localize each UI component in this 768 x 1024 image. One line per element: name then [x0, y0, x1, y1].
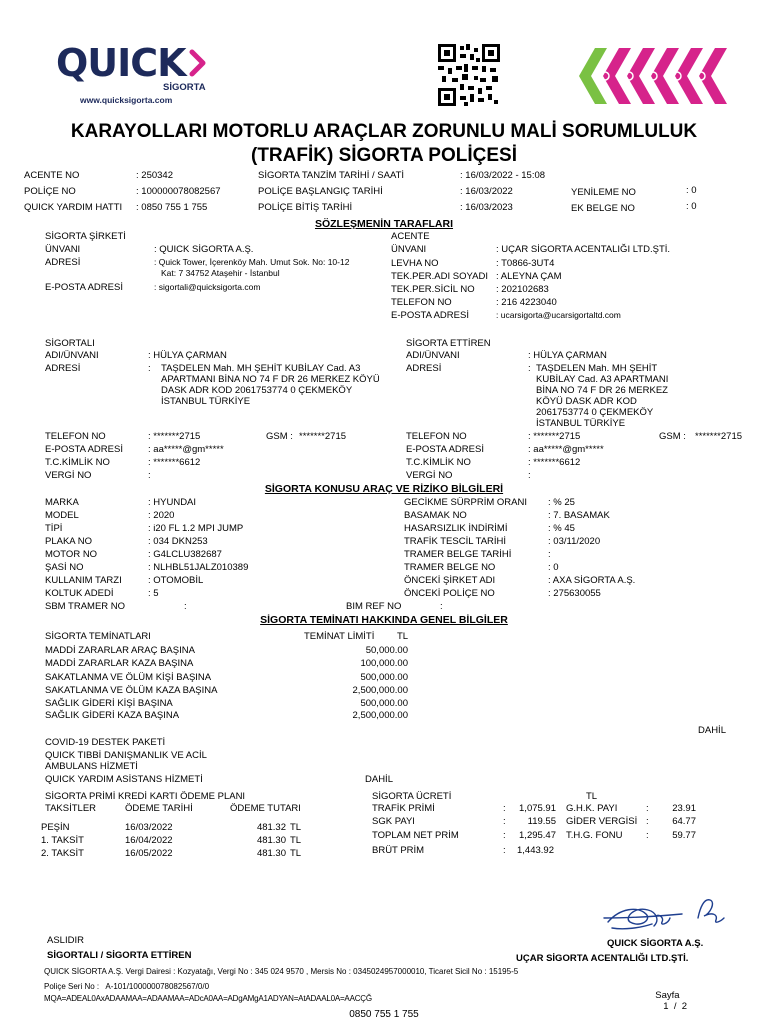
- insured-gsm-label: GSM :: [266, 431, 293, 442]
- ek-belge-value: : 0: [686, 201, 697, 212]
- premium-value: 1,295.47: [519, 830, 556, 841]
- footer-phone: 0850 755 1 755: [349, 1009, 419, 1020]
- premium-colon: :: [503, 830, 506, 841]
- yenileme-value: : 0: [686, 185, 697, 196]
- policyholder-heading: SİGORTA ETTİREN: [406, 338, 491, 349]
- policyholder-phone-label: TELEFON NO: [406, 431, 467, 442]
- coverage-item-value: 2,500,000.00: [352, 685, 408, 696]
- premium-label: BRÜT PRİM: [372, 845, 425, 856]
- policyholder-address-line: BİNA NO 74 F DR 26 MERKEZ: [536, 385, 668, 396]
- document-title-line1: KARAYOLLARI MOTORLU ARAÇLAR ZORUNLU MALİ SORUMLULUK: [70, 121, 698, 142]
- vehicle-field-value: : HYUNDAI: [148, 497, 197, 508]
- payment-tarih: 16/03/2022: [125, 822, 173, 833]
- payment-col-tutar: ÖDEME TUTARI: [230, 803, 301, 814]
- policyholder-tckn: : *******6612: [528, 457, 581, 468]
- premium-colon: :: [503, 845, 506, 856]
- policyholder-email: : aa*****@gm*****: [528, 444, 604, 455]
- vehicle-field-value: : 034 DKN253: [148, 536, 208, 547]
- risk-field-value: : 03/11/2020: [548, 536, 601, 547]
- vehicle-field-value: : i20 FL 1.2 MPI JUMP: [148, 523, 244, 534]
- risk-field-label: TRAMER BELGE TARİHİ: [404, 549, 512, 560]
- company-heading: SİGORTA ŞİRKETİ: [45, 231, 126, 242]
- insured-address-label: ADRESİ: [45, 363, 81, 374]
- coverage-limit-heading: TEMİNAT LİMİTİ: [304, 631, 375, 642]
- risk-field-label: TRAMER BELGE NO: [404, 562, 496, 573]
- payment-taksit: 1. TAKSİT: [41, 835, 84, 846]
- yardim-label: QUICK YARDIM HATTI: [24, 202, 123, 213]
- dahil-label: DAHİL: [698, 725, 726, 736]
- premium-label: SGK PAYI: [372, 816, 415, 827]
- quick-logo-sub: SİGORTA: [163, 82, 206, 93]
- coverage-item-label: SAKATLANMA VE ÖLÜM KİŞİ BAŞINA: [45, 672, 212, 683]
- agent-phone-label: TELEFON NO: [391, 297, 452, 308]
- insured-vergi: :: [148, 470, 151, 481]
- tekper-adi-value: : ALEYNA ÇAM: [496, 271, 562, 282]
- coverage-item-value: 50,000.00: [365, 645, 408, 656]
- risk-field-value: : 7. BASAMAK: [548, 510, 610, 521]
- policyholder-phone: : *******2715: [528, 431, 581, 442]
- bim-value: :: [440, 601, 443, 612]
- insured-address-line: TAŞDELEN Mah. MH ŞEHİT KUBİLAY Cad. A3: [161, 363, 361, 374]
- payment-taksit: 2. TAKSİT: [41, 848, 84, 859]
- page-label: Sayfa: [655, 989, 680, 1001]
- tekper-sicil-value: : 202102683: [496, 284, 549, 295]
- company-address-2: Kat: 7 34752 Ataşehir - İstanbul: [161, 268, 280, 278]
- tanzim-value: : 16/03/2022 - 15:08: [460, 170, 546, 181]
- premium-value: 119.55: [527, 816, 556, 827]
- insured-address: :: [148, 363, 151, 374]
- company-adres-label: ADRESİ: [45, 257, 81, 268]
- risk-field-label: ÖNCEKİ ŞİRKET ADI: [404, 575, 496, 586]
- premium-value: 1,075.91: [519, 803, 556, 814]
- insured-vergi-label: VERGİ NO: [45, 470, 92, 481]
- tax-label: G.H.K. PAYI: [566, 803, 618, 814]
- policyholder-address-line: İSTANBUL TÜRKİYE: [536, 418, 626, 429]
- vehicle-field-label: KOLTUK ADEDİ: [45, 588, 114, 599]
- payment-col-taksit: TAKSİTLER: [45, 803, 97, 814]
- tax-colon: :: [646, 816, 649, 827]
- tax-value: 23.91: [672, 803, 696, 814]
- risk-field-value: : AXA SİGORTA A.Ş.: [548, 575, 636, 586]
- payment-currency: TL: [290, 822, 302, 833]
- coverage-item-label: MADDİ ZARARLAR KAZA BAŞINA: [45, 658, 194, 669]
- payment-currency: TL: [290, 835, 302, 846]
- signer-left: SİGORTALI / SİGORTA ETTİREN: [47, 950, 192, 961]
- premium-colon: :: [503, 816, 506, 827]
- vehicle-field-value: : 5: [148, 588, 159, 599]
- asli-label: ASLIDIR: [47, 935, 84, 946]
- payment-taksit: PEŞİN: [41, 822, 70, 833]
- section-parties: SÖZLEŞMENİN TARAFLARI: [314, 218, 454, 230]
- risk-field-label: ÖNCEKİ POLİÇE NO: [404, 588, 495, 599]
- section-coverage: SİGORTA TEMİNATI HAKKINDA GENEL BİLGİLER: [260, 614, 508, 626]
- policyholder-tckn-label: T.C.KİMLİK NO: [406, 457, 471, 468]
- tibbi-line1: QUICK TIBBİ DANIŞMANLIK VE ACİL: [45, 750, 207, 761]
- risk-field-label: TRAFİK TESCİL TARİHİ: [404, 536, 507, 547]
- insured-name: : HÜLYA ÇARMAN: [148, 350, 227, 361]
- policyholder-name-label: ADI/ÜNVANI: [406, 350, 460, 361]
- payment-tarih: 16/04/2022: [125, 835, 173, 846]
- risk-field-label: BASAMAK NO: [404, 510, 467, 521]
- payment-tutar: 481.32: [256, 822, 286, 833]
- company-address: : Quick Tower, İçerenköy Mah. Umut Sok. No: 10-12: [154, 258, 350, 267]
- agent-unvan-label: ÜNVANI: [391, 244, 427, 255]
- tanzim-label: SİGORTA TANZİM TARİHİ / SAATİ: [258, 170, 405, 181]
- acente-no-value: : 250342: [136, 170, 173, 181]
- vehicle-field-value: : G4LCLU382687: [148, 549, 222, 560]
- payment-heading: SİGORTA PRİMİ KREDİ KARTI ÖDEME PLANI: [45, 791, 246, 802]
- section-vehicle: SİGORTA KONUSU ARAÇ VE RİZİKO BİLGİLERİ: [264, 483, 504, 495]
- brand-shapes-logo: [575, 42, 745, 112]
- risk-field-value: : 0: [548, 562, 559, 573]
- signer-right-1: QUICK SİGORTA A.Ş.: [607, 938, 704, 949]
- baslangic-label: POLİÇE BAŞLANGIÇ TARİHİ: [258, 186, 383, 197]
- policyholder-address: :: [528, 363, 531, 374]
- tax-label: GİDER VERGİSİ: [566, 816, 638, 827]
- insured-email: : aa*****@gm*****: [148, 444, 224, 455]
- agent-email: : ucarsigorta@ucarsigortaltd.com: [496, 310, 621, 320]
- risk-field-value: : 275630055: [548, 588, 601, 599]
- payment-tutar: 481.30: [256, 848, 286, 859]
- premium-heading: SİGORTA ÜCRETİ: [372, 791, 452, 802]
- coverage-item-value: 2,500,000.00: [352, 710, 408, 721]
- company-email: : sigortali@quicksigorta.com: [154, 282, 261, 292]
- vehicle-field-label: PLAKA NO: [45, 536, 92, 547]
- vehicle-field-label: TİPİ: [45, 523, 63, 534]
- vehicle-field-label: MODEL: [45, 510, 79, 521]
- insured-tckn-label: T.C.KİMLİK NO: [45, 457, 110, 468]
- vehicle-field-value: : NLHBL51JALZ010389: [148, 562, 249, 573]
- insured-phone: : *******2715: [148, 431, 201, 442]
- tekper-sicil-label: TEK.PER.SİCİL NO: [391, 284, 475, 295]
- insured-name-label: ADI/ÜNVANI: [45, 350, 99, 361]
- insured-heading: SİGORTALI: [45, 338, 95, 349]
- bitis-value: : 16/03/2023: [460, 202, 513, 213]
- policyholder-gsm: *******2715: [695, 431, 743, 442]
- coverage-currency: TL: [397, 631, 409, 642]
- vehicle-field-label: MOTOR NO: [45, 549, 98, 560]
- bim-label: BIM REF NO: [346, 601, 402, 612]
- tekper-adi-label: TEK.PER.ADI SOYADI: [391, 271, 488, 282]
- website-link[interactable]: www.quicksigorta.com: [80, 95, 173, 105]
- signer-right-2: UÇAR SİGORTA ACENTALIĞI LTD.ŞTİ.: [516, 953, 689, 964]
- risk-field-label: HASARSIZLIK İNDİRİMİ: [404, 523, 508, 534]
- document-title-line2: (TRAFİK) SİGORTA POLİÇESİ: [251, 145, 517, 166]
- coverage-item-value: 100,000.00: [360, 658, 408, 669]
- payment-tarih: 16/05/2022: [125, 848, 173, 859]
- page-number: 1 / 2: [663, 1000, 688, 1012]
- premium-currency: TL: [586, 791, 598, 802]
- policyholder-email-label: E-POSTA ADRESİ: [406, 444, 484, 455]
- police-seri-no: Poliçe Seri No : A-101/100000078082567/0/0: [44, 982, 210, 991]
- payment-tutar: 481.30: [256, 835, 286, 846]
- policyholder-name: : HÜLYA ÇARMAN: [528, 350, 607, 361]
- payment-currency: TL: [290, 848, 302, 859]
- policyholder-gsm-label: GSM :: [659, 431, 686, 442]
- company-name: : QUICK SİGORTA A.Ş.: [154, 244, 254, 255]
- tax-label: T.H.G. FONU: [566, 830, 623, 841]
- coverage-item-label: SAĞLIK GİDERİ KAZA BAŞINA: [45, 710, 180, 721]
- agent-heading: ACENTE: [391, 231, 430, 242]
- risk-field-label: GECİKME SÜRPRİM ORANI: [404, 497, 527, 508]
- premium-colon: :: [503, 803, 506, 814]
- insured-gsm: *******2715: [299, 431, 347, 442]
- payment-col-tarih: ÖDEME TARİHİ: [125, 803, 193, 814]
- acente-no-label: ACENTE NO: [24, 170, 80, 181]
- company-eposta-label: E-POSTA ADRESİ: [45, 282, 123, 293]
- page-indicator: [650, 980, 687, 1013]
- coverage-item-label: SAĞLIK GİDERİ KİŞİ BAŞINA: [45, 698, 173, 709]
- policyholder-vergi-label: VERGİ NO: [406, 470, 453, 481]
- policyholder-address-line: TAŞDELEN Mah. MH ŞEHİT: [536, 363, 658, 374]
- tax-colon: :: [646, 803, 649, 814]
- company-info: QUICK SİGORTA A.Ş. Vergi Dairesi : Kozyatağı, Vergi No : 345 024 9570 , Mersis No : 0345024957000010, Ticaret Sicil No : 15195-5: [44, 967, 519, 976]
- insured-address-line: İSTANBUL TÜRKİYE: [161, 396, 251, 407]
- coverage-item-value: 500,000.00: [360, 672, 408, 683]
- vehicle-field-label: ŞASİ NO: [45, 562, 84, 573]
- levha-label: LEVHA NO: [391, 258, 439, 269]
- coverage-heading: SİGORTA TEMİNATLARI: [45, 631, 151, 642]
- tibbi-line2: AMBULANS HİZMETİ: [45, 761, 138, 772]
- agent-name: : UÇAR SİGORTA ACENTALIĞI LTD.ŞTİ.: [496, 244, 671, 255]
- baslangic-value: : 16/03/2022: [460, 186, 513, 197]
- insured-phone-label: TELEFON NO: [45, 431, 106, 442]
- policyholder-address-line: KÖYÜ DASK ADR KOD: [536, 396, 637, 407]
- sbm-value: :: [184, 601, 187, 612]
- premium-value: 1,443.92: [517, 845, 554, 856]
- asistans-service: QUICK YARDIM ASİSTANS HİZMETİ: [45, 774, 203, 785]
- risk-field-value: :: [548, 549, 551, 560]
- qr-code: [438, 44, 500, 106]
- insured-tckn: : *******6612: [148, 457, 201, 468]
- insured-email-label: E-POSTA ADRESİ: [45, 444, 123, 455]
- sbm-label: SBM TRAMER NO: [45, 601, 126, 612]
- levha-value: : T0866-3UT4: [496, 258, 555, 269]
- risk-field-value: : % 25: [548, 497, 575, 508]
- coverage-item-label: MADDİ ZARARLAR ARAÇ BAŞINA: [45, 645, 195, 656]
- company-unvan-label: ÜNVANI: [45, 244, 81, 255]
- vehicle-field-value: : 2020: [148, 510, 175, 521]
- police-no-value: : 100000078082567: [136, 186, 221, 197]
- verification-code: MQA=ADEAL0AxADAAMAA=ADAAMAA=ADcA0AA=ADgAMgA1ADYAN=AtADAAL0A=AACÇĞ: [44, 994, 372, 1003]
- risk-field-value: : % 45: [548, 523, 575, 534]
- quick-logo-text: QUICK: [56, 41, 186, 85]
- policyholder-address-label: ADRESİ: [406, 363, 442, 374]
- coverage-item-value: 500,000.00: [360, 698, 408, 709]
- policyholder-vergi: :: [528, 470, 531, 481]
- insured-address-line: APARTMANI BİNA NO 74 F DR 26 MERKEZ KÖYÜ: [161, 374, 380, 385]
- yardim-value: : 0850 755 1 755: [136, 202, 208, 213]
- tax-value: 64.77: [672, 816, 696, 827]
- vehicle-field-label: KULLANIM TARZI: [45, 575, 122, 586]
- premium-label: TOPLAM NET PRİM: [372, 830, 459, 841]
- signature: [600, 888, 735, 936]
- vehicle-field-value: : OTOMOBİL: [148, 575, 204, 586]
- insured-address-line: DASK ADR KOD 2061753774 0 ÇEKMEKÖY: [161, 385, 353, 396]
- coverage-item-label: SAKATLANMA VE ÖLÜM KAZA BAŞINA: [45, 685, 218, 696]
- bitis-label: POLİÇE BİTİŞ TARİHİ: [258, 202, 353, 213]
- police-no-label: POLİÇE NO: [24, 186, 76, 197]
- yenileme-label: YENİLEME NO: [571, 187, 636, 198]
- policyholder-address-line: KUBİLAY Cad. A3 APARTMANI: [536, 374, 669, 385]
- ek-belge-label: EK BELGE NO: [571, 203, 635, 214]
- policyholder-address-line: 2061753774 0 ÇEKMEKÖY: [536, 407, 654, 418]
- quick-logo: [56, 42, 208, 86]
- logo-arrow-icon: [188, 48, 208, 78]
- vehicle-field-label: MARKA: [45, 497, 79, 508]
- asistans-dahil: DAHİL: [365, 774, 393, 785]
- tax-value: 59.77: [672, 830, 696, 841]
- covid-package: COVID-19 DESTEK PAKETİ: [45, 737, 166, 748]
- agent-eposta-label: E-POSTA ADRESİ: [391, 310, 469, 321]
- agent-phone: : 216 4223040: [496, 297, 557, 308]
- tax-colon: :: [646, 830, 649, 841]
- premium-label: TRAFİK PRİMİ: [372, 803, 435, 814]
